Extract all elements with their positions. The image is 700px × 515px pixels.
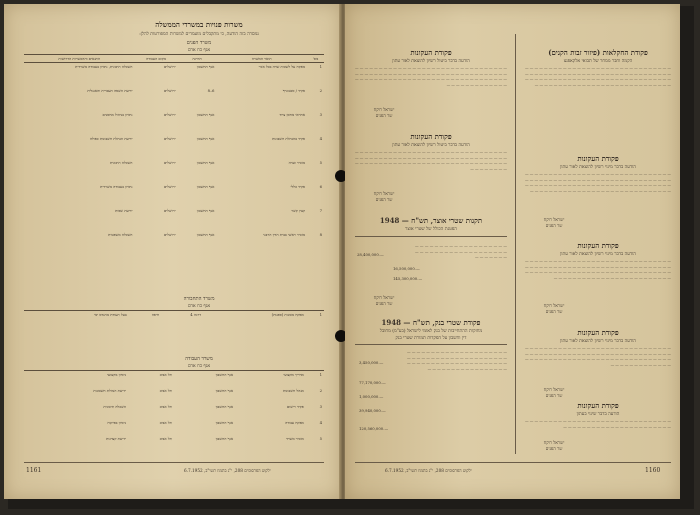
table-row: 4 מפקח עבודה אגף החשבון תל אביב ניסיון בפיקוח	[107, 419, 322, 425]
amount: 39,940,000.—	[359, 408, 386, 413]
lc-b4-body: — — — — — — — — — — — — — — — — — — — — — — — — — — — — — — — — — — — — — — — — — — — — — — — — — — — — — — — — — — — — — — — — — — — — — — — — — — — — — — — —	[407, 350, 507, 371]
section1-title: משרד הפנים	[186, 40, 212, 46]
section2-table	[24, 310, 324, 341]
rc-b5-title: פקודת העקונות	[577, 401, 619, 410]
col-title: תואר המשרה	[216, 55, 307, 63]
section1-sub: אגף כח אדם	[187, 48, 211, 53]
rc-b5-body: — — — — — — — — — — — — — — — — — — — — — — — — — — — — — — — — — — — — — — — — — — — — — — — — — — — — — —	[525, 419, 671, 429]
table-row: 5 מזכיר ועדה אגף החשבון ירושלים השכלה תיכונית	[109, 159, 322, 165]
lc-b4-sub2: דין וחשבון על הפקדות תמורת שטרי בנק	[395, 336, 467, 341]
section3-sub: אגף כח אדם	[187, 364, 211, 369]
lc-b3-rule	[355, 236, 507, 237]
lc-b4-sub: מחזקות ההתחייבות של בנק לאומי לישראל (בע"מ) מחובל	[379, 329, 483, 334]
lc-b3-sub: הפטנת הכולל של שטרי אוצר	[405, 227, 457, 232]
right-page-number: 1160	[645, 467, 661, 474]
lc-signature-2: ישראל רוקח שר הפנים	[373, 192, 395, 203]
amount: 28,400,000.—	[357, 252, 384, 257]
lc-b1-body: — — — — — — — — — — — — — — — — — — — — — — — — — — — — — — — — — — — — — — — — — — — — — — — — — — — — — — — — — — — — — — — — — — — — — — — — — — — — — — — — — — — — — — — — — — — — — — — — — — — — — — — — — — — — —	[355, 66, 507, 87]
rc-b3-title: פקודת העקונות	[577, 241, 619, 250]
rc-b1-title: פקודת החקלאות (פיזור זבות הקנים)	[548, 48, 648, 57]
amount: 1,000,000.—	[359, 394, 384, 399]
table-row: 1 מדריך מקצועי אגף החשבון תל אביב ניסיון מקצועי	[24, 371, 324, 387]
rc-signature-1: ישראל רוקח שר הפנים	[543, 218, 565, 229]
section3-table	[24, 370, 324, 451]
lc-b2-title: פקודת העקונות	[410, 132, 452, 141]
rc-b1-sub: הקמה וחבר ממחר של תבואי אלקאפנצ	[563, 59, 633, 64]
col-req: התנאים וההכשרות הדרושות	[24, 55, 134, 63]
footer-rule	[24, 462, 324, 463]
lc-signature-1: ישראל רוקח שר הפנים	[373, 108, 395, 119]
table-row: 2 פקיד / סטנוגרף 6–8 ירושלים ידיעת השפה העברית והאנגלית	[87, 87, 322, 93]
rc-b4-body: — — — — — — — — — — — — — — — — — — — — — — — — — — — — — — — — — — — — — — — — — — — — — — — — — — — — — — — — — — — — — — — — — — — — — — — — — — — — — — — — — — — — — — — — — — — — — — — — — — — — — — — — — —	[525, 346, 671, 367]
left-footer: ילקוט הפרסומים 208, י"ג בתמוז תשי"ב, 6.7.1952	[184, 468, 271, 473]
rc-b1-body: — — — — — — — — — — — — — — — — — — — — — — — — — — — — — — — — — — — — — — — — — — — — — — — — — — — — — — — — — — — — — — — — — — — — — — — — — — — — — — — — — — — — — — — — — — — — — — — — — — — — — — — — — — — — — — — — — — — — — — — — — —	[525, 66, 671, 87]
rc-b5-sub: הודעה בדבר שינוי בעתון	[576, 412, 620, 417]
left-page-number: 1161	[26, 467, 42, 474]
rc-b4-sub: הודעה בדבר מינוי רשיון להוצאת לאור עתון	[560, 339, 636, 344]
section3-title: משרד העבודה	[185, 356, 213, 362]
rc-signature-2: ישראל רוקח שר הפנים	[543, 304, 565, 315]
lc-b2-body: — — — — — — — — — — — — — — — — — — — — — — — — — — — — — — — — — — — — — — — — — — — — — — — — — — — — — — — — — — — — — — — — — — — — — — — — — — — — — — — — — — — — — — — — — — — — — — — — — — — — — — — —	[355, 150, 507, 171]
lc-b1-sub: הודעה בדבר ביטול רשיון להוצאת לאור עתון	[392, 59, 470, 64]
right-footer: ילקוט הפרסומים 208, י"ג בתמוז תשי"ב, 6.7.1952	[385, 468, 472, 473]
section2-sub: אגף כח אדם	[187, 304, 211, 309]
rc-b4-title: פקודת העקונות	[577, 328, 619, 337]
rc-b2-body: — — — — — — — — — — — — — — — — — — — — — — — — — — — — — — — — — — — — — — — — — — — — — — — — — — — — — — — — — — — — — — — — — — — — — — — — — — — — — — — — — — — — — — — — — — — — — — — — — — — — — — — — — — — — — — — — — — — — — — — — — — —	[525, 172, 671, 193]
table-row: 8 מזכיר ראשי בבית הדין הרבני אגף החשבון ירושלים השכלה משפטית	[108, 231, 322, 237]
section1-table	[24, 54, 324, 255]
lc-b2-sub: הודעה בדבר ביטול רשיון להוצאת לאור עתון	[392, 143, 470, 148]
lc-signature-3: ישראל רוקח שר הפנים	[373, 296, 395, 307]
col-num: מס'	[307, 55, 324, 63]
table-row: 6 פקיד כללי אגף החשבון ירושלים ניסיון בעבודה משרדית	[100, 183, 322, 189]
table-row: 2 מנהל חשבונות אגף החשבון תל אביב ידיעת הנהלת חשבונות	[93, 387, 322, 393]
rc-b2-title: פקודת העקונות	[577, 154, 619, 163]
table-row: 4 פקיד בהנהלת חשבונות אגף החשבון ירושלים ידיעת הנהלת חשבונות כפולה	[89, 135, 322, 141]
amount: 120,560,000.—	[359, 426, 389, 431]
right-page	[345, 4, 680, 499]
amount: 3,450,000.—	[359, 360, 384, 365]
lc-b4-title: פקודת שטרי בנק, תש"ח — 1948	[381, 318, 481, 327]
left-page	[4, 4, 341, 499]
footer-rule	[355, 462, 671, 463]
rc-b3-body: — — — — — — — — — — — — — — — — — — — — — — — — — — — — — — — — — — — — — — — — — — — — — — — — — — — — — — — — — — — — — — — — — — — — — — — — — — — — — — — — — — — — — — — — — — — — — — — — — — — — — — — — — — — — — — — — — — — — — —	[525, 259, 671, 280]
lc-b4-rule	[355, 344, 507, 345]
lc-b3-body: — — — — — — — — — — — — — — — — — — — — — — — — — — — — — — — — — — — — — — — — — — — — —	[415, 244, 507, 260]
rc-signature-3: ישראל רוקח שר הפנים	[543, 388, 565, 399]
left-main-title: משרות פנויות במשרדי הממשלה	[155, 20, 243, 29]
table-row: 1 מפקח על לשכות שדה בכל אזור אגף החשבון ירושלים השכלה תיכונית, ניסיון בעבודה משרדית	[75, 64, 322, 69]
table-row: 7 קצין קשר אגף החשבון ירושלים ידיעת שפות	[115, 207, 322, 213]
rc-b2-sub: הודעה בדבר מינוי רשיון להוצאת לאור עתון	[560, 165, 636, 170]
left-main-subtitle: נמסרה בזה הודעה, כי מתקבלים מועמדים למשרות המפורטות להלן:	[139, 32, 259, 37]
table-row: 1 מפקח מכונות (ספנות) דרגה 4 חיפה בעל תעודת מהנדס ימי	[24, 311, 324, 341]
col-grade: הדרגה	[178, 55, 217, 63]
table-row: 3 אחראי מחסן ציוד אגף החשבון ירושלים ניסיון בניהול מחסנים	[102, 111, 322, 117]
table-row: 3 פקיד רישום אגף החשבון תל אביב השכלה תיכונית	[103, 403, 322, 409]
rc-signature-4: ישראל רוקח שר הפנים	[543, 441, 565, 452]
amount: 16,500,000.—	[393, 266, 420, 271]
column-divider	[515, 34, 516, 454]
amount: 77,170,000.—	[359, 380, 386, 385]
lc-b1-title: פקודת העקונות	[410, 48, 452, 57]
section2-title: משרד התחבורה	[183, 296, 215, 302]
col-place: מקום העבודה	[134, 55, 177, 63]
lc-b3-title: תקנות שטרי אוצר, תש"ח — 1948	[379, 216, 483, 225]
amount: 145,300,000.—	[393, 276, 423, 281]
table-row: 5 מזכיר משרד אגף החשבון תל אביב ידיעת קצרנות	[106, 435, 322, 441]
rc-b3-sub: הודעה בדבר מינוי רשיון להוצאת לאור עתון	[560, 252, 636, 257]
